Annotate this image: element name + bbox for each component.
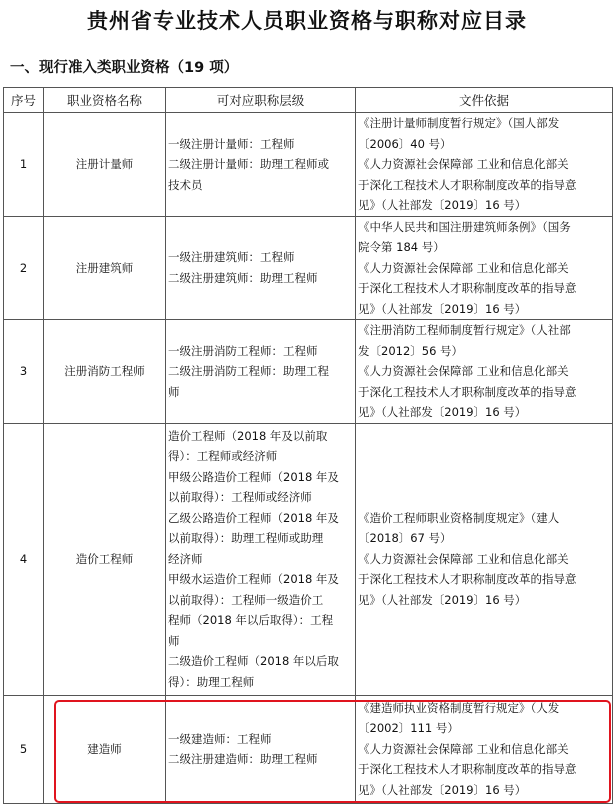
- level-line: 师: [168, 384, 180, 399]
- basis-line: 见》（人社部发〔2019〕16 号）: [358, 301, 527, 316]
- level-line: 经济师: [168, 551, 203, 566]
- row-number: 1: [4, 113, 44, 217]
- row-number: 2: [4, 216, 44, 320]
- header-basis: 文件依据: [356, 88, 613, 113]
- basis-line: 《造价工程师职业资格制度规定》（建人: [358, 510, 560, 525]
- level-line: 一级注册消防工程师：工程师: [168, 343, 318, 358]
- basis-line: 〔2002〕111 号）: [358, 721, 459, 736]
- level-line: 以前取得）：助理工程师或助理: [168, 531, 324, 546]
- level-line: 程师（2018 年以后取得）：工程: [168, 613, 334, 628]
- header-levels: 可对应职称层级: [166, 88, 356, 113]
- basis-line: 发〔2012〕56 号）: [358, 343, 464, 358]
- document-basis: [356, 113, 613, 217]
- basis-line: 见》（人社部发〔2019〕16 号）: [358, 405, 527, 419]
- basis-line: 于深化工程技术人才职称制度改革的指导意: [358, 177, 577, 192]
- level-line: 以前取得）：工程师一级造价工: [168, 592, 324, 607]
- level-line: 一级注册建筑师：工程师: [168, 250, 295, 265]
- document-basis: [356, 695, 613, 803]
- table-body: [4, 113, 613, 804]
- level-line: 得）：工程师或经济师: [168, 449, 278, 464]
- basis-line: 见》（人社部发〔2019〕16 号）: [358, 782, 527, 797]
- title-levels: [166, 423, 356, 695]
- qualification-name: 注册计量师: [44, 113, 166, 217]
- level-line: 二级造价工程师（2018 年以后取: [168, 654, 339, 669]
- document-basis: [356, 423, 613, 695]
- table-header-row: [4, 88, 613, 113]
- level-line: 二级注册消防工程师：助理工程: [168, 364, 329, 378]
- table-row: [4, 320, 613, 424]
- qualification-name: 造价工程师: [44, 423, 166, 695]
- basis-line: 《注册消防工程师制度暂行规定》（人社部: [358, 323, 571, 337]
- basis-line: 《人力资源社会保障部 工业和信息化部关: [358, 157, 569, 171]
- level-line: 造价工程师（2018 年及以前取: [168, 428, 328, 443]
- level-line: 一级建造师：工程师: [168, 731, 272, 746]
- table-row: [4, 695, 613, 803]
- qualification-name: 注册建筑师: [44, 216, 166, 320]
- header-no: 序号: [4, 88, 44, 113]
- row-number: 4: [4, 423, 44, 695]
- level-line: 二级注册建筑师：助理工程师: [168, 270, 318, 285]
- basis-line: 〔2006〕40 号）: [358, 136, 452, 151]
- basis-line: 《人力资源社会保障部 工业和信息化部关: [358, 741, 569, 756]
- basis-line: 《人力资源社会保障部 工业和信息化部关: [358, 551, 569, 566]
- title-levels: [166, 695, 356, 803]
- header-name: 职业资格名称: [44, 88, 166, 113]
- basis-line: 《建造师执业资格制度暂行规定》（人发: [358, 700, 560, 715]
- level-line: 师: [168, 633, 180, 648]
- level-line: 甲级公路造价工程师（2018 年及: [168, 469, 339, 484]
- level-line: 技术员: [168, 177, 203, 192]
- level-line: 一级注册计量师：工程师: [168, 136, 295, 151]
- basis-line: 见》（人社部发〔2019〕16 号）: [358, 592, 527, 607]
- title-levels: [166, 216, 356, 320]
- basis-line: 于深化工程技术人才职称制度改革的指导意: [358, 762, 577, 777]
- basis-line: 于深化工程技术人才职称制度改革的指导意: [358, 281, 577, 295]
- level-line: 得）：助理工程师: [168, 674, 255, 689]
- row-number: 5: [4, 695, 44, 803]
- level-line: 甲级水运造价工程师（2018 年及: [168, 572, 339, 587]
- qualification-name: 建造师: [44, 695, 166, 803]
- level-line: 二级注册计量师：助理工程师或: [168, 157, 329, 171]
- document-basis: [356, 216, 613, 320]
- qualification-table: [3, 87, 613, 804]
- qualification-name: 注册消防工程师: [44, 320, 166, 424]
- basis-line: 《人力资源社会保障部 工业和信息化部关: [358, 260, 569, 275]
- level-line: 乙级公路造价工程师（2018 年及: [168, 510, 339, 525]
- basis-line: 《注册计量师制度暂行规定》（国人部发: [358, 116, 560, 130]
- basis-line: 院令第 184 号）: [358, 240, 445, 254]
- basis-line: 《中华人民共和国注册建筑师条例》（国务: [358, 219, 571, 234]
- basis-line: 《人力资源社会保障部 工业和信息化部关: [358, 364, 569, 378]
- level-line: 二级注册建造师：助理工程师: [168, 752, 318, 766]
- basis-line: 于深化工程技术人才职称制度改革的指导意: [358, 384, 577, 399]
- level-line: 以前取得）：工程师或经济师: [168, 490, 312, 505]
- title-levels: [166, 320, 356, 424]
- title-levels: [166, 113, 356, 217]
- basis-line: 于深化工程技术人才职称制度改革的指导意: [358, 572, 577, 587]
- basis-line: 〔2018〕67 号）: [358, 531, 452, 546]
- table-row: [4, 423, 613, 695]
- page-title: 贵州省专业技术人员职业资格与职称对应目录: [87, 8, 527, 33]
- section-heading: 一、现行准入类职业资格（19 项）: [10, 60, 239, 76]
- table-row: [4, 216, 613, 320]
- document-basis: [356, 320, 613, 424]
- row-number: 3: [4, 320, 44, 424]
- table-row: [4, 113, 613, 217]
- basis-line: 见》（人社部发〔2019〕16 号）: [358, 198, 527, 212]
